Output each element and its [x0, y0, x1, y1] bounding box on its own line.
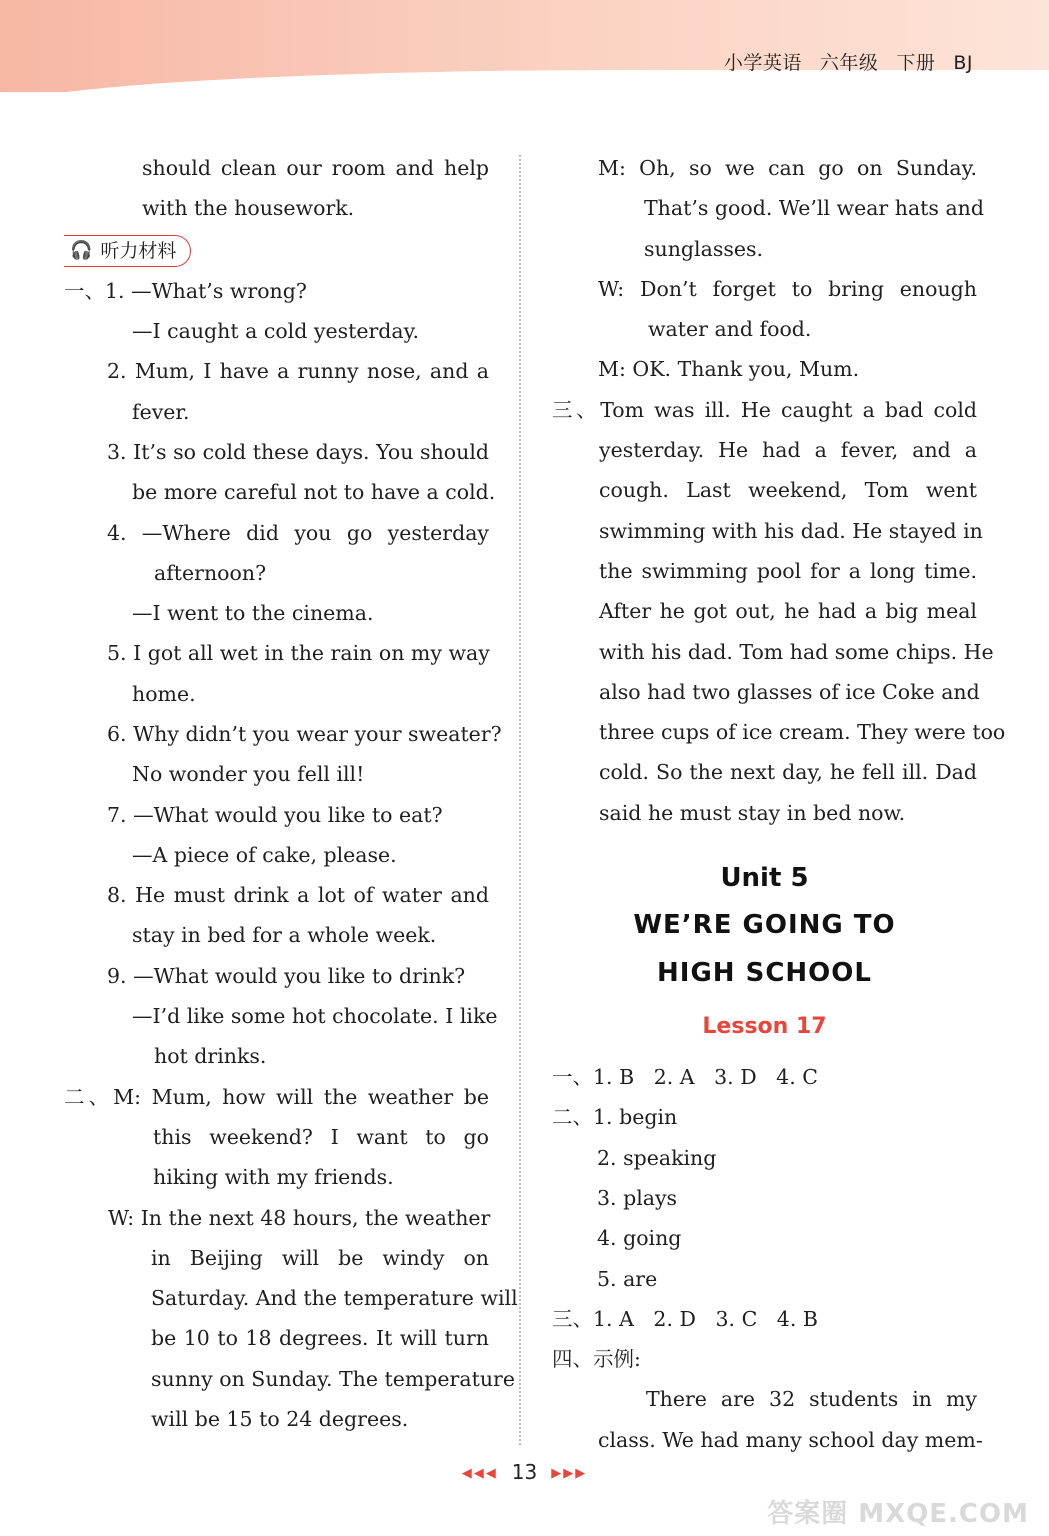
- text-line: 一、1. —What’s wrong?: [64, 278, 307, 303]
- text-line: said he must stay in bed now.: [599, 800, 906, 825]
- text-line: 3. It’s so cold these days. You should: [107, 439, 489, 464]
- text-line: —A piece of cake, please.: [132, 842, 397, 867]
- text-line: 5. I got all wet in the rain on my way: [107, 641, 490, 666]
- text-line: 6. Why didn’t you wear your sweater?: [107, 722, 502, 746]
- text-line: sunny on Sunday. The temperature: [151, 1366, 515, 1391]
- text-line: —I’d like some hot chocolate. I like: [132, 1004, 498, 1029]
- text-line: After he got out, he had a big meal: [599, 599, 977, 624]
- text-line: hot drinks.: [154, 1044, 267, 1069]
- text-line: stay in bed for a whole week.: [132, 923, 437, 948]
- text-line: with his dad. Tom had some chips. He: [599, 639, 994, 664]
- answer-line: 一、1. B 2. A 3. D 4. C: [552, 1065, 818, 1090]
- header-edition: BJ: [953, 52, 973, 74]
- headphones-icon: 🎧: [70, 239, 93, 261]
- text-line: will be 15 to 24 degrees.: [151, 1407, 409, 1432]
- text-line: —I caught a cold yesterday.: [132, 319, 419, 344]
- text-line: fever.: [132, 399, 190, 424]
- intro-line: with the housework.: [142, 196, 355, 221]
- text-line: No wonder you fell ill!: [132, 762, 365, 787]
- text-line: Saturday. And the temperature will: [151, 1286, 518, 1311]
- text-line: be 10 to 18 degrees. It will turn: [151, 1326, 489, 1351]
- page-number: 13: [511, 1460, 538, 1484]
- answer-line: class. We had many school day mem-: [598, 1427, 983, 1452]
- text-line: M: Oh, so we can go on Sunday.: [598, 156, 977, 180]
- answer-line: 3. plays: [597, 1185, 678, 1210]
- text-line: water and food.: [648, 317, 812, 342]
- listening-material-badge: [64, 235, 191, 267]
- text-line: M: OK. Thank you, Mum.: [598, 357, 860, 382]
- header-volume: 下册: [896, 52, 936, 74]
- text-line: W: In the next 48 hours, the weather: [108, 1205, 491, 1230]
- left-column: [64, 148, 518, 1439]
- text-line: yesterday. He had a fever, and a: [599, 438, 977, 463]
- next-arrows-icon: ▶▶▶: [551, 1466, 588, 1481]
- answer-line: 四、示例:: [552, 1347, 641, 1372]
- text-line: 2. Mum, I have a runny nose, and a: [107, 359, 489, 384]
- text-line: this weekend? I want to go: [153, 1124, 489, 1149]
- text-line: cold. So the next day, he fell ill. Dad: [599, 760, 977, 785]
- column-divider: [519, 155, 521, 1445]
- text-line: —I went to the cinema.: [132, 601, 374, 626]
- text-line: hiking with my friends.: [153, 1165, 394, 1190]
- answer-line: 二、1. begin: [552, 1105, 678, 1130]
- right-column: [552, 148, 1006, 1460]
- text-line: swimming with his dad. He stayed in: [599, 518, 983, 543]
- text-line: 三、Tom was ill. He caught a bad cold: [552, 397, 977, 422]
- running-header: [706, 48, 973, 75]
- text-line: in Beijing will be windy on: [151, 1245, 489, 1270]
- text-line: 二、M: Mum, how will the weather be: [64, 1084, 489, 1109]
- text-line: 7. —What would you like to eat?: [107, 802, 443, 827]
- text-line: three cups of ice cream. They were too: [599, 720, 1006, 745]
- unit-number: Unit 5: [720, 863, 809, 894]
- text-line: afternoon?: [154, 560, 267, 585]
- badge-label: 听力材料: [100, 239, 177, 262]
- text-line: also had two glasses of ice Coke and: [599, 679, 980, 704]
- lesson-heading: Lesson 17: [702, 1014, 827, 1040]
- text-line: the swimming pool for a long time.: [599, 558, 977, 583]
- text-line: 8. He must drink a lot of water and: [107, 883, 489, 908]
- answer-line: 三、1. A 2. D 3. C 4. B: [552, 1306, 818, 1331]
- header-subject: 小学英语: [723, 52, 802, 74]
- answer-line: 5. are: [597, 1266, 658, 1291]
- answer-line: 2. speaking: [597, 1145, 717, 1170]
- answer-line: 4. going: [597, 1226, 682, 1251]
- header-grade: 六年级: [819, 52, 879, 74]
- page-footer: [0, 1460, 1049, 1484]
- unit-heading: [552, 855, 977, 997]
- previous-arrows-icon: ◀◀◀: [461, 1466, 498, 1481]
- unit-title-line-2: HIGH SCHOOL: [657, 958, 872, 989]
- text-line: cough. Last weekend, Tom went: [599, 478, 977, 503]
- text-line: sunglasses.: [644, 236, 764, 261]
- text-line: W: Don’t forget to bring enough: [598, 276, 977, 301]
- text-line: That’s good. We’ll wear hats and: [644, 196, 984, 221]
- unit-title-line-1: WE’RE GOING TO: [633, 910, 896, 941]
- text-line: 9. —What would you like to drink?: [107, 963, 466, 988]
- text-line: home.: [132, 681, 196, 706]
- text-line: 4. —Where did you go yesterday: [107, 520, 489, 545]
- text-line: be more careful not to have a cold.: [132, 480, 496, 505]
- watermark-logo: 答案圈 MXQE.COM: [767, 1499, 1029, 1529]
- intro-line: should clean our room and help: [142, 156, 489, 180]
- answer-line: There are 32 students in my: [646, 1387, 977, 1412]
